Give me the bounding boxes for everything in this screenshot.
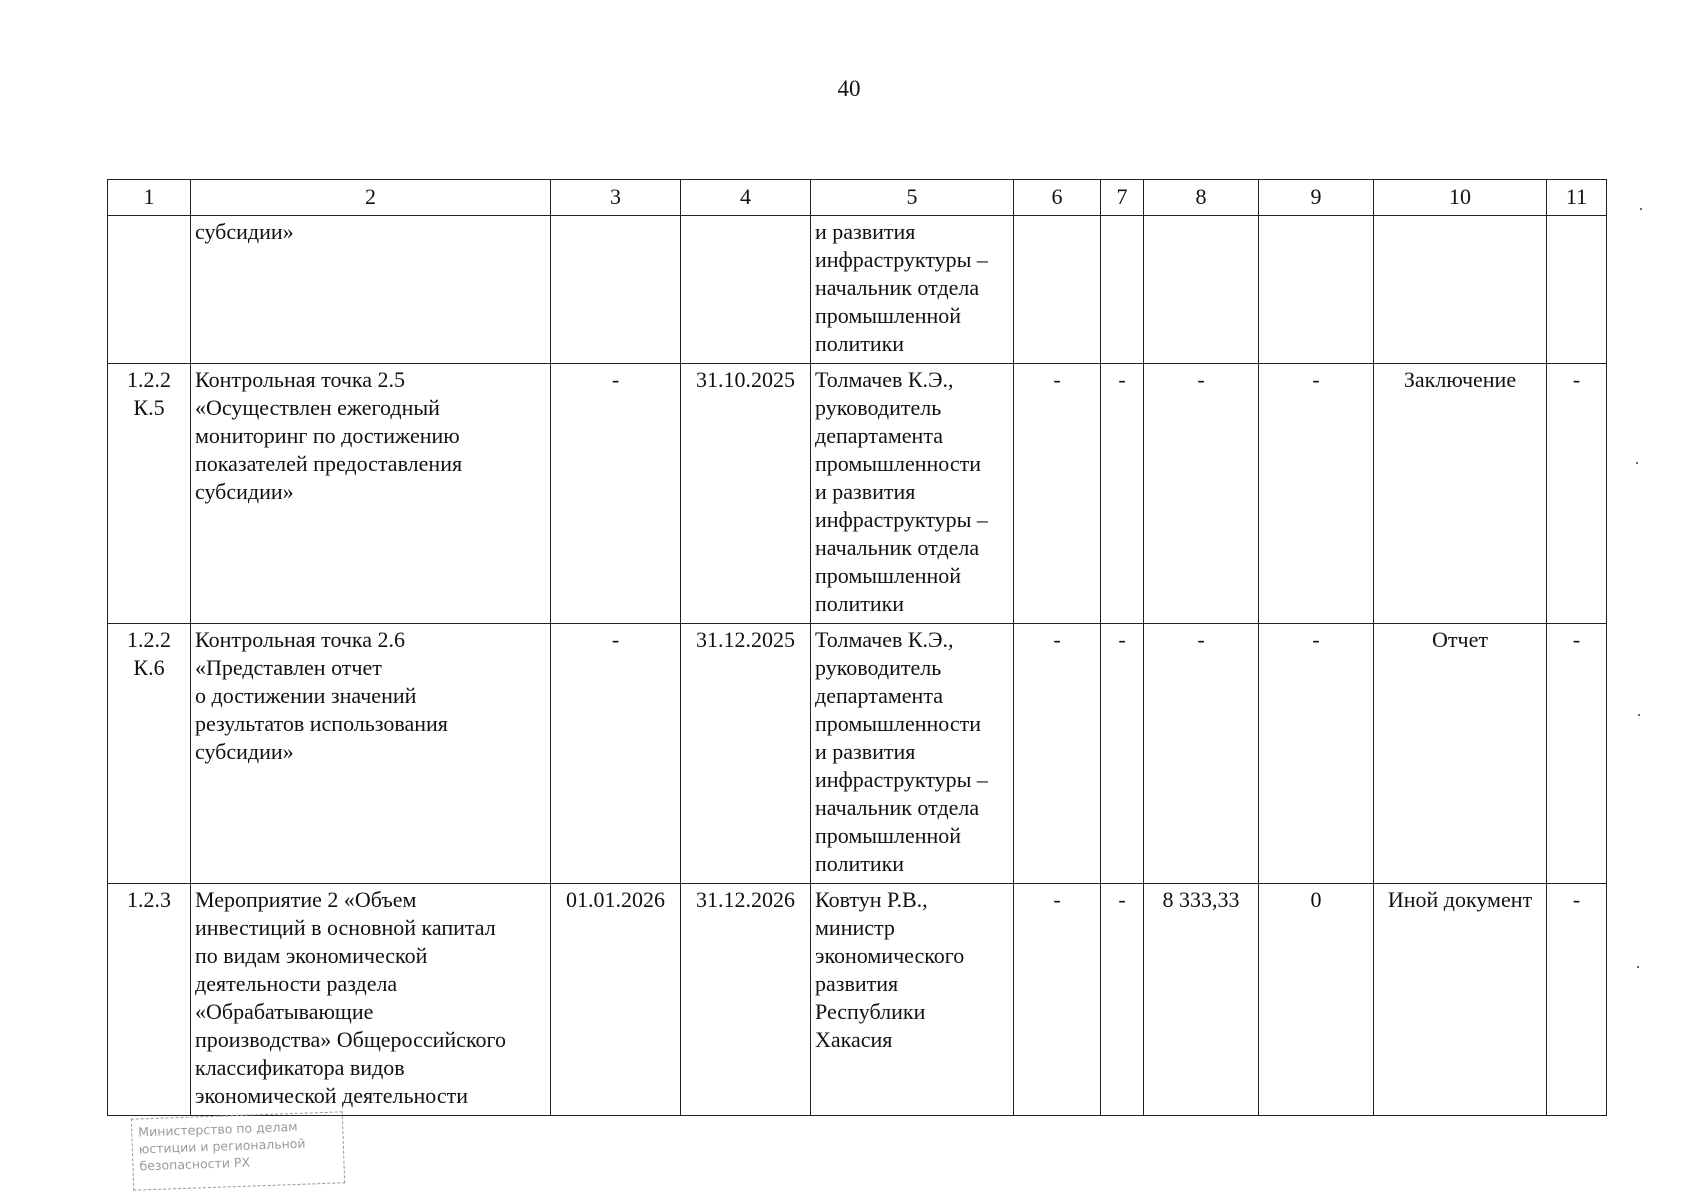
end-date: 31.12.2025 <box>696 627 795 652</box>
activity-name: Мероприятие 2 «Объем инвестиций в основной капитал по видам экономической деятельности раздела «Обрабатывающие производства» Общероссийского классификатора видов экономической деятельности <box>195 887 506 1108</box>
column-header: 2 <box>191 180 551 216</box>
end-date: 31.10.2025 <box>696 367 795 392</box>
start-date: - <box>611 367 620 392</box>
scan-speck <box>1637 966 1639 968</box>
amount: - <box>1197 367 1205 392</box>
column-header: 4 <box>681 180 811 216</box>
document-type: Заключение <box>1403 367 1517 392</box>
table-row <box>108 216 1607 364</box>
column-header: 11 <box>1547 180 1607 216</box>
activity-name: Контрольная точка 2.6 «Представлен отчет о достижении значений результатов использования субсидии» <box>195 627 448 764</box>
header-row <box>108 180 1607 216</box>
table-row <box>108 884 1607 1116</box>
row-number: 1.2.3 <box>127 887 171 912</box>
scan-speck <box>1640 208 1642 210</box>
cell-7: - <box>1118 627 1126 652</box>
document-type: Иной документ <box>1387 887 1533 912</box>
cell-11: - <box>1572 627 1581 652</box>
start-date: - <box>611 627 620 652</box>
amount: 8 333,33 <box>1162 887 1240 912</box>
responsible: Толмачев К.Э., руководитель департамента промышленности и развития инфраструктуры – начальник отдела промышленной политики <box>815 627 988 876</box>
cell-7: - <box>1118 887 1126 912</box>
row-number: 1.2.2 К.5 <box>127 367 171 420</box>
cell-6: - <box>1053 367 1061 392</box>
registration-stamp: Министерство по делам юстиции и региональной безопасности РХ <box>131 1111 345 1190</box>
cell-6: - <box>1053 887 1061 912</box>
table-row <box>108 624 1607 884</box>
row-number: 1.2.2 К.6 <box>127 627 171 680</box>
cell-9: 0 <box>1310 887 1322 912</box>
scan-speck <box>1638 714 1640 716</box>
cell-7: - <box>1118 367 1126 392</box>
responsible: Ковтун Р.В., министр экономического развития Республики Хакасия <box>815 887 965 1052</box>
column-header: 7 <box>1101 180 1144 216</box>
table-row <box>108 364 1607 624</box>
cell-9: - <box>1312 627 1320 652</box>
column-header: 10 <box>1374 180 1547 216</box>
cell-6: - <box>1053 627 1061 652</box>
cell-9: - <box>1312 367 1320 392</box>
end-date: 31.12.2026 <box>696 887 795 912</box>
responsible: и развития инфраструктуры – начальник отдела промышленной политики <box>815 219 988 356</box>
column-header: 5 <box>811 180 1014 216</box>
column-header: 1 <box>108 180 191 216</box>
column-header: 3 <box>551 180 681 216</box>
cell-11: - <box>1572 367 1581 392</box>
start-date: 01.01.2026 <box>566 887 665 912</box>
cell-11: - <box>1572 887 1581 912</box>
column-header: 6 <box>1014 180 1101 216</box>
document-type: Отчет <box>1432 627 1488 652</box>
responsible: Толмачев К.Э., руководитель департамента промышленности и развития инфраструктуры – начальник отдела промышленной политики <box>815 367 988 616</box>
activity-name: субсидии» <box>195 219 294 244</box>
page-number: 40 <box>837 76 861 101</box>
amount: - <box>1197 627 1205 652</box>
column-header: 8 <box>1144 180 1259 216</box>
scan-speck <box>1636 462 1638 464</box>
activity-plan-table <box>107 179 1607 1116</box>
column-header: 9 <box>1259 180 1374 216</box>
activity-name: Контрольная точка 2.5 «Осуществлен ежегодный мониторинг по достижению показателей предоставления субсидии» <box>195 367 463 504</box>
